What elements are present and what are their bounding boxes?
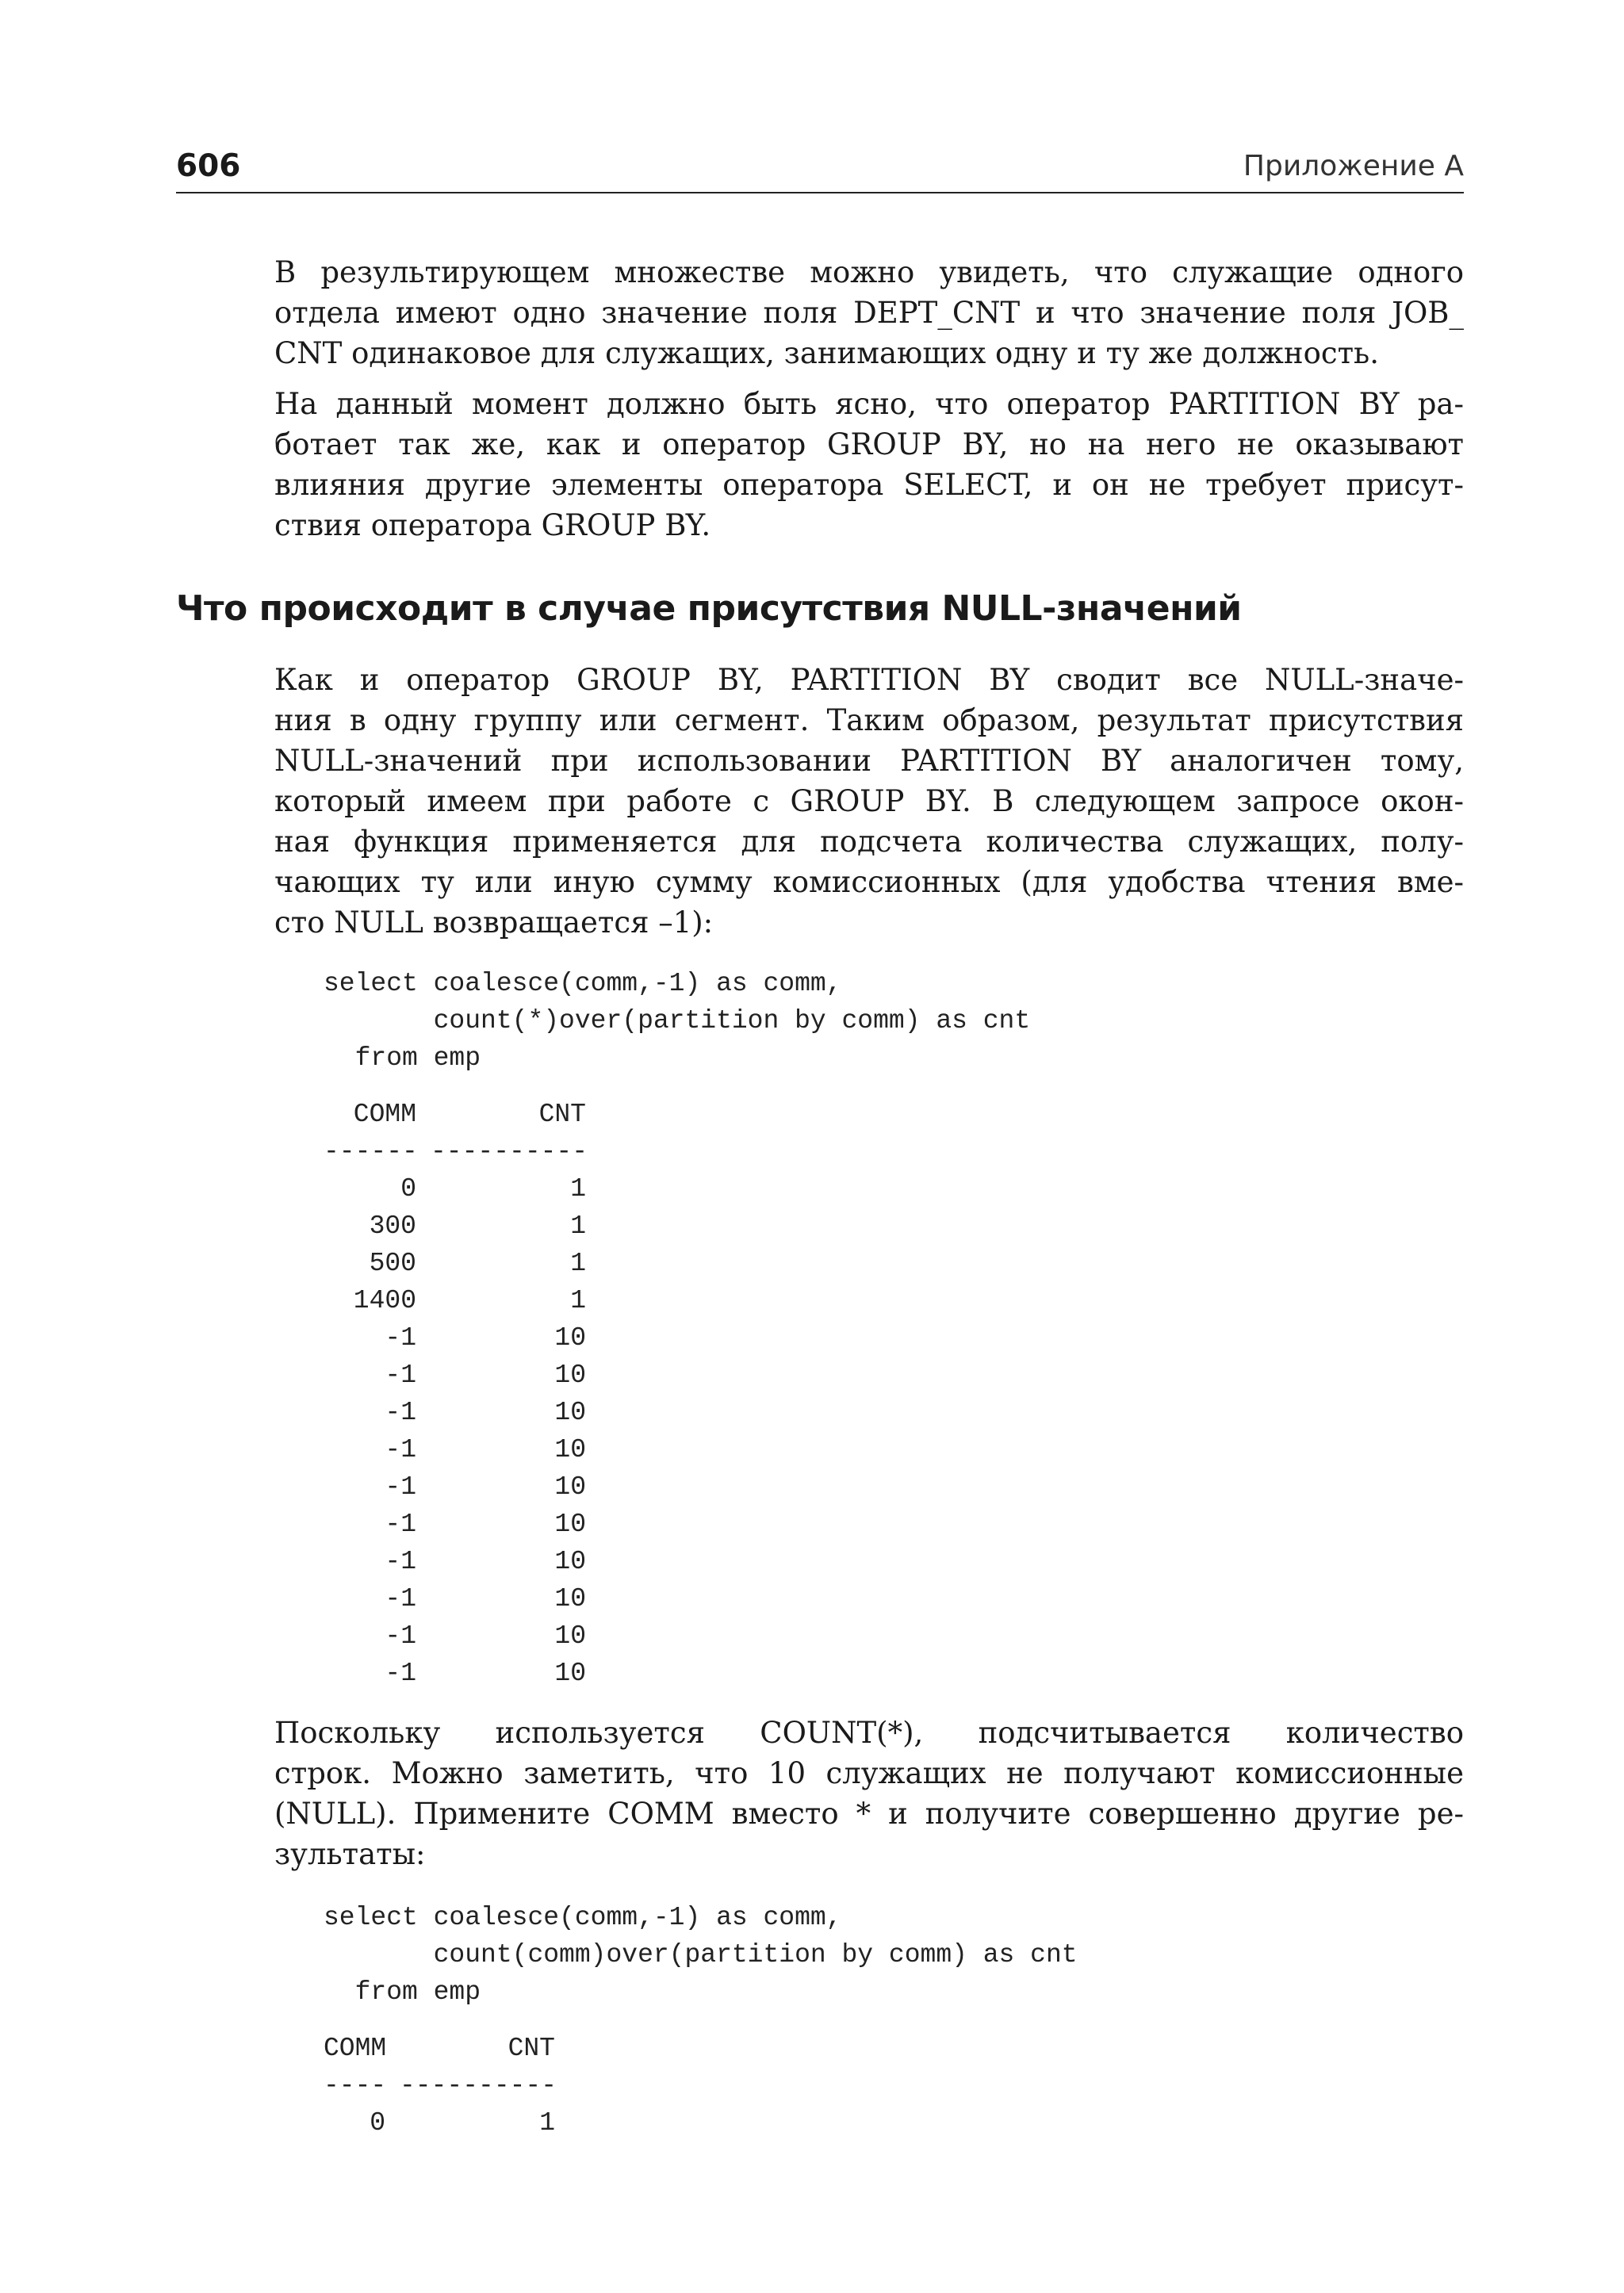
result-separator-row xyxy=(324,2067,555,2104)
code-line: from emp xyxy=(324,1977,481,2007)
comm-cell: -1 xyxy=(385,1547,416,1576)
cnt-cell: 1 xyxy=(570,1286,586,1315)
sql-query-1 xyxy=(324,965,1030,1077)
table-row xyxy=(324,1431,586,1468)
code-line: from emp xyxy=(324,1043,481,1073)
comm-cell: -1 xyxy=(385,1472,416,1502)
section-heading: Что происходит в случае присутствия NULL-значений xyxy=(176,588,1242,629)
cnt-cell: CNT xyxy=(508,2034,555,2063)
comm-cell: ------ xyxy=(324,1137,418,1166)
cnt-cell: ---------- xyxy=(431,1137,588,1166)
cnt-cell: 10 xyxy=(554,1435,586,1464)
text-line: NULL-значений при использовании PARTITION BY аналогичен тому, xyxy=(274,744,1464,778)
cnt-cell: 1 xyxy=(570,1249,586,1278)
table-row xyxy=(324,1282,586,1319)
cnt-cell: 1 xyxy=(570,1174,586,1204)
cnt-cell: 1 xyxy=(539,2108,555,2138)
text-line: отдела имеют одно значение поля DEPT_CNT и что значение поля JOB_ xyxy=(274,296,1464,330)
running-head: Приложение А xyxy=(1243,150,1464,182)
page-number: 606 xyxy=(176,148,241,184)
text-line: ная функция применяется для подсчета количества служащих, полу- xyxy=(274,825,1464,859)
text-line: На данный момент должно быть ясно, что оператор PARTITION BY ра- xyxy=(274,387,1464,421)
query-result-1 xyxy=(324,1096,586,1692)
code-line: count(*)over(partition by comm) as cnt xyxy=(324,1006,1031,1035)
paragraph-1 xyxy=(274,252,1464,373)
comm-cell: 300 xyxy=(369,1212,416,1241)
table-row xyxy=(324,1208,586,1245)
table-row xyxy=(324,2104,555,2142)
table-row xyxy=(324,1319,586,1357)
cnt-cell: 10 xyxy=(554,1547,586,1576)
comm-cell: -1 xyxy=(385,1510,416,1539)
cnt-cell: 10 xyxy=(554,1510,586,1539)
comm-cell: COMM xyxy=(353,1100,416,1129)
text-line: строк. Можно заметить, что 10 служащих не получают комиссионные xyxy=(274,1756,1464,1790)
comm-cell: 0 xyxy=(400,1174,416,1204)
table-row xyxy=(324,1655,586,1692)
page-header xyxy=(176,144,1464,193)
query-result-2 xyxy=(324,2030,555,2142)
comm-cell: COMM xyxy=(324,2034,387,2063)
table-row xyxy=(324,1617,586,1655)
text-line: который имеем при работе с GROUP BY. В следующем запросе окон- xyxy=(274,784,1464,818)
table-row xyxy=(324,1580,586,1617)
comm-cell: ---- xyxy=(324,2071,387,2100)
comm-cell: -1 xyxy=(385,1361,416,1390)
code-line: select coalesce(comm,-1) as comm, xyxy=(324,969,842,998)
text-line: чающих ту или иную сумму комиссионных (для удобства чтения вме- xyxy=(274,865,1464,899)
table-row xyxy=(324,1394,586,1431)
paragraph-3 xyxy=(274,660,1464,943)
comm-cell: -1 xyxy=(385,1398,416,1427)
text-line: ния в одну группу или сегмент. Таким образом, результат присутствия xyxy=(274,703,1464,737)
text-line: В результирующем множестве можно увидеть, что служащие одного xyxy=(274,255,1464,289)
cnt-cell: 1 xyxy=(570,1212,586,1241)
cnt-cell: ---------- xyxy=(400,2071,557,2100)
cnt-cell: 10 xyxy=(554,1472,586,1502)
table-row xyxy=(324,1506,586,1543)
code-line: select coalesce(comm,-1) as comm, xyxy=(324,1903,842,1932)
cnt-cell: 10 xyxy=(554,1621,586,1651)
table-row xyxy=(324,1170,586,1208)
text-line: (NULL). Примените COMM вместо * и получите совершенно другие ре- xyxy=(274,1797,1464,1831)
text-line: ботает так же, как и оператор GROUP BY, но на него не оказывают xyxy=(274,427,1464,461)
text-line: CNT одинаковое для служащих, занимающих одну и ту же должность. xyxy=(274,336,1379,370)
table-row xyxy=(324,1245,586,1282)
result-header-row xyxy=(324,2030,555,2067)
comm-cell: -1 xyxy=(385,1435,416,1464)
cnt-cell: 10 xyxy=(554,1323,586,1353)
cnt-cell: 10 xyxy=(554,1584,586,1614)
paragraph-2 xyxy=(274,384,1464,545)
cnt-cell: 10 xyxy=(554,1361,586,1390)
table-row xyxy=(324,1543,586,1580)
result-separator-row xyxy=(324,1133,586,1170)
code-line: count(comm)over(partition by comm) as cnt xyxy=(324,1940,1078,1970)
comm-cell: -1 xyxy=(385,1584,416,1614)
table-row xyxy=(324,1468,586,1506)
comm-cell: -1 xyxy=(385,1621,416,1651)
comm-cell: -1 xyxy=(385,1323,416,1353)
sql-query-2 xyxy=(324,1899,1078,2011)
cnt-cell: CNT xyxy=(538,1100,586,1129)
text-line: сто NULL возвращается –1): xyxy=(274,905,714,940)
text-line: Как и оператор GROUP BY, PARTITION BY сводит все NULL-значе- xyxy=(274,663,1464,697)
text-line: влияния другие элементы оператора SELECT, и он не требует присут- xyxy=(274,468,1464,502)
text-line: зультаты: xyxy=(274,1837,426,1871)
text-line: Поскольку используется COUNT(*), подсчитывается количество xyxy=(274,1716,1464,1750)
cnt-cell: 10 xyxy=(554,1398,586,1427)
table-row xyxy=(324,1357,586,1394)
text-line: ствия оператора GROUP BY. xyxy=(274,508,711,542)
paragraph-4 xyxy=(274,1713,1464,1874)
comm-cell: -1 xyxy=(385,1659,416,1688)
result-header-row xyxy=(324,1096,586,1133)
comm-cell: 1400 xyxy=(353,1286,416,1315)
cnt-cell: 10 xyxy=(554,1659,586,1688)
comm-cell: 0 xyxy=(370,2108,385,2138)
comm-cell: 500 xyxy=(369,1249,416,1278)
